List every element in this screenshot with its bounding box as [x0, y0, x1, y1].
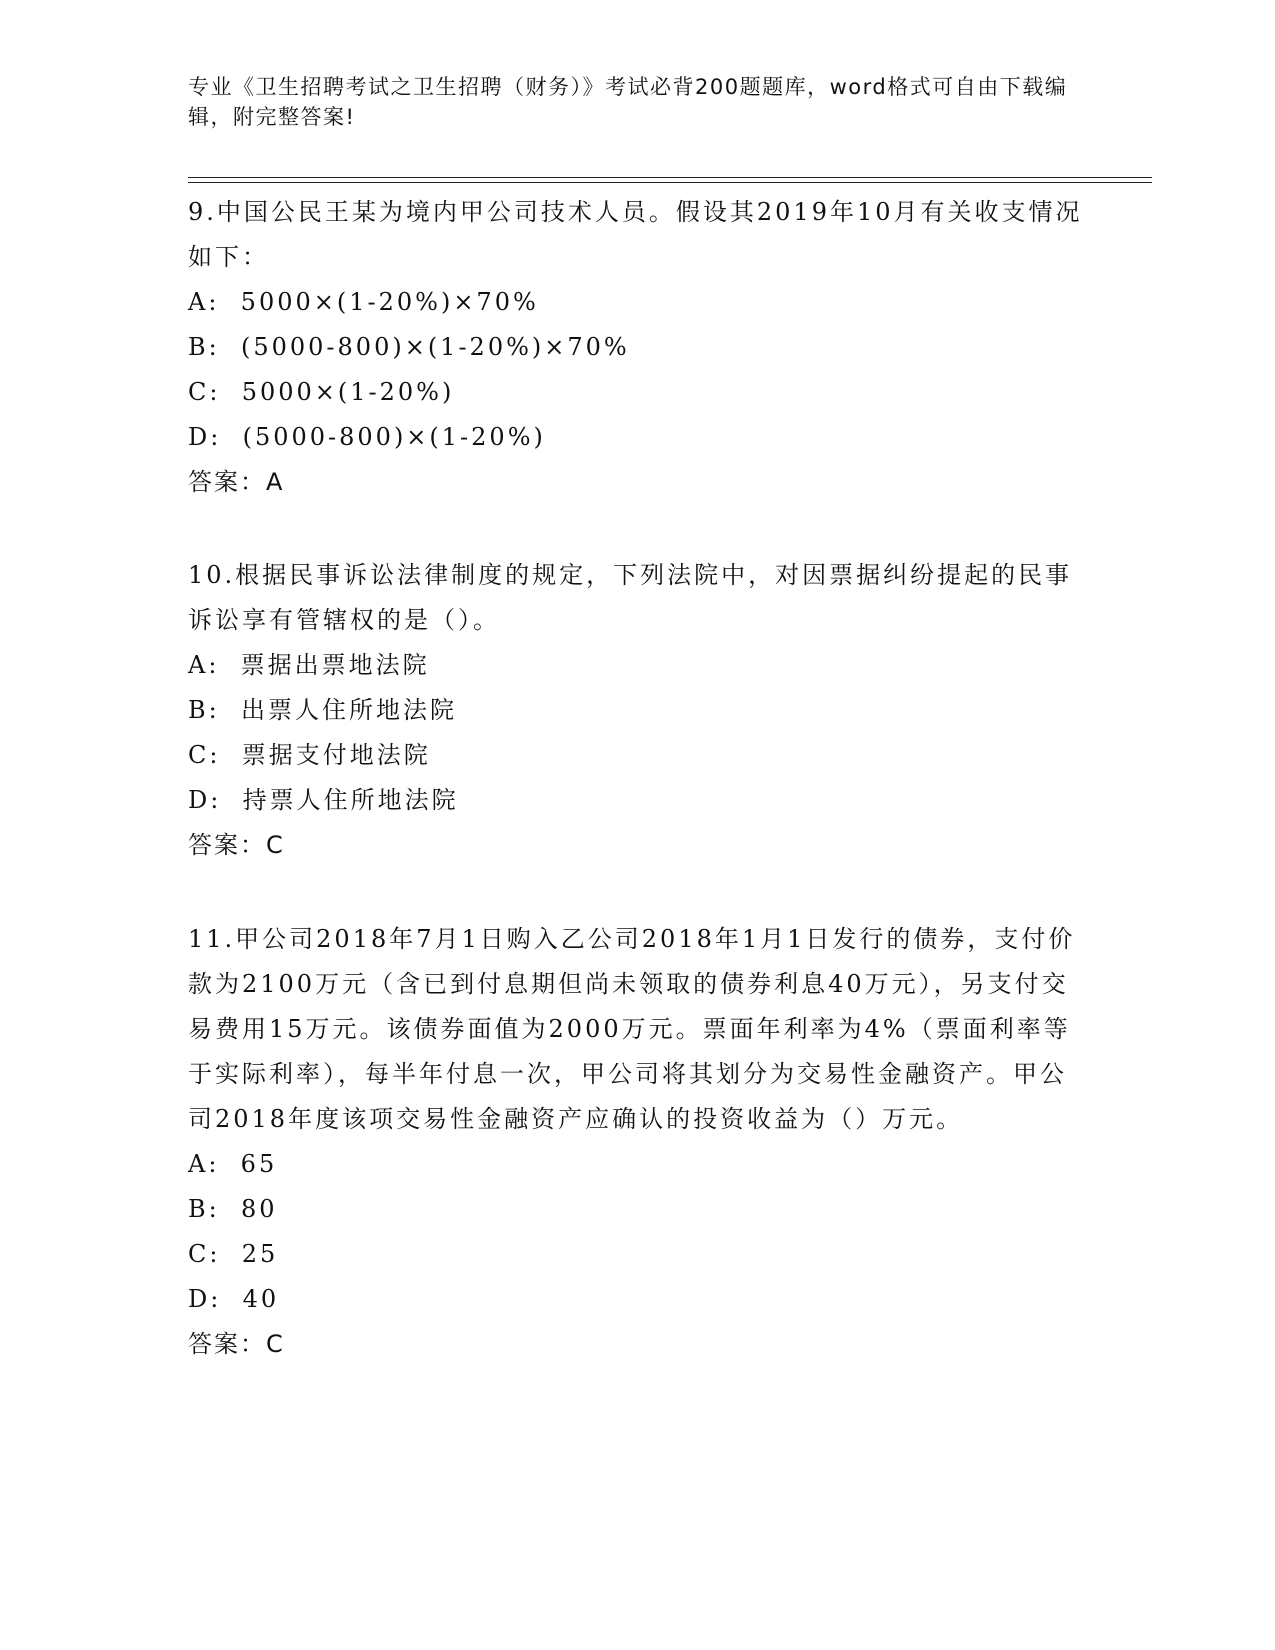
option-c: C: 5000×(1-20%) — [188, 378, 455, 406]
question-stem: 9.中国公民王某为境内甲公司技术人员。假设其2019年10月有关收支情况如下： — [188, 198, 1083, 271]
answer: 答案：C — [188, 831, 285, 859]
option-b: B: (5000-800)×(1-20%)×70% — [188, 333, 630, 361]
answer: 答案：C — [188, 1330, 285, 1358]
option-b: B: 80 — [188, 1195, 278, 1223]
option-b: B: 出票人住所地法院 — [188, 696, 457, 724]
option-c: C: 票据支付地法院 — [188, 741, 431, 769]
option-d: D: (5000-800)×(1-20%) — [188, 423, 546, 451]
question-9 — [188, 190, 1088, 505]
option-a: A: 65 — [188, 1150, 278, 1178]
header-divider-bottom — [188, 182, 1152, 183]
question-stem: 11.甲公司2018年7月1日购入乙公司2018年1月1日发行的债券，支付价款为2100万元（含已到付息期但尚未领取的债券利息40万元），另支付交易费用15万元。该债券面值为2000万元。票面年利率为4%（票面利率等于实际利率），每半年付息一次，甲公司将其划分为交易性金融资产。甲公司2018年度该项交易性金融资产应确认的投资收益为（）万元。 — [188, 925, 1076, 1133]
option-a: A: 票据出票地法院 — [188, 651, 430, 679]
answer: 答案：A — [188, 468, 285, 496]
question-11 — [188, 917, 1088, 1367]
option-d: D: 40 — [188, 1285, 280, 1313]
option-d: D: 持票人住所地法院 — [188, 786, 459, 814]
header-divider-top — [188, 177, 1152, 178]
document-intro: 专业《卫生招聘考试之卫生招聘（财务）》考试必背200题题库，word格式可自由下载编辑，附完整答案! — [188, 75, 1068, 129]
question-stem: 10.根据民事诉讼法律制度的规定，下列法院中，对因票据纠纷提起的民事诉讼享有管辖权的是（）。 — [188, 561, 1073, 634]
option-c: C: 25 — [188, 1240, 279, 1268]
option-a: A: 5000×(1-20%)×70% — [188, 288, 539, 316]
question-10 — [188, 553, 1088, 868]
